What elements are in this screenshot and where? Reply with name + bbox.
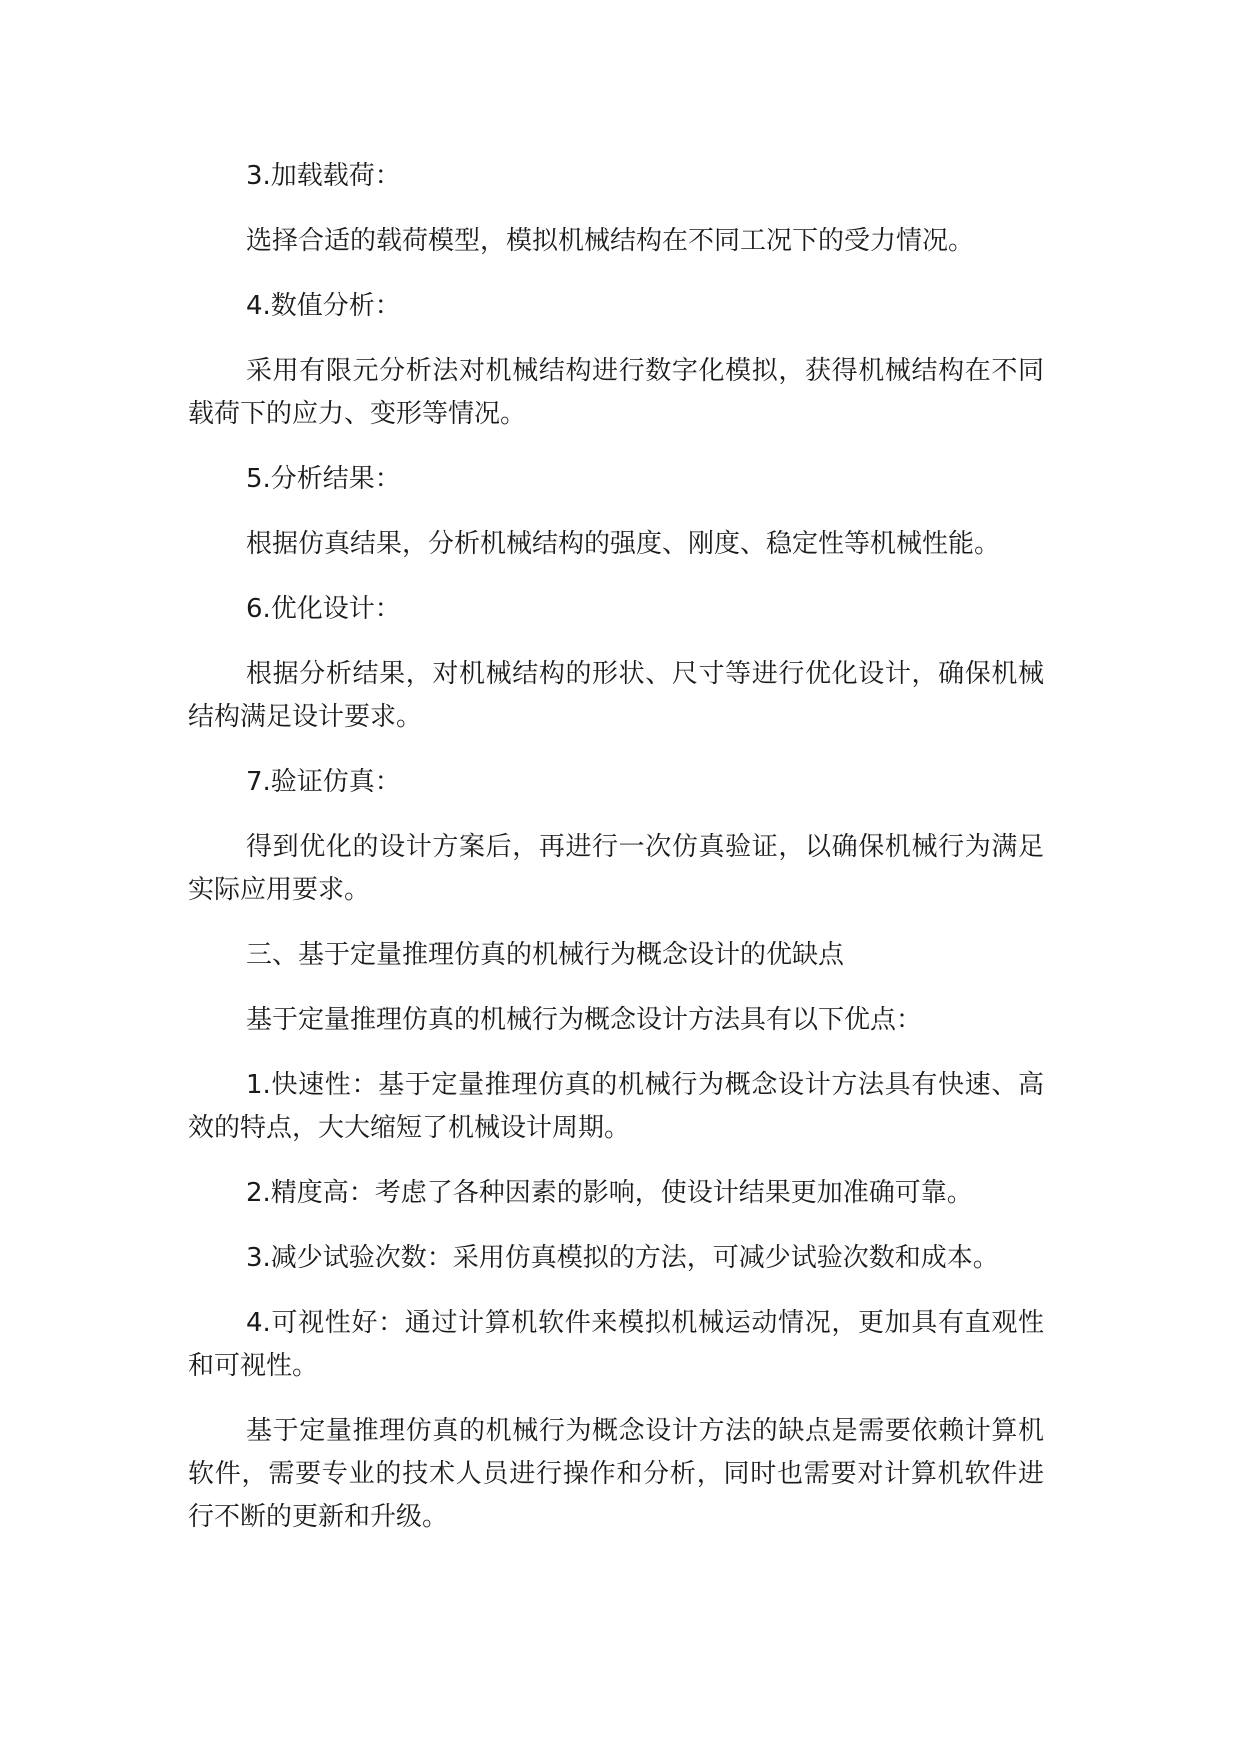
advantage-visualization: 4.可视性好：通过计算机软件来模拟机械运动情况，更加具有直观性和可视性。 (188, 1308, 1044, 1381)
step-heading-verification: 7.验证仿真： (246, 767, 401, 797)
paragraph-disadvantages: 基于定量推理仿真的机械行为概念设计方法的缺点是需要依赖计算机软件，需要专业的技术人员进行操作和分析，同时也需要对计算机软件进行不断的更新和升级。 (188, 1416, 1044, 1532)
paragraph-results: 根据仿真结果，分析机械结构的强度、刚度、稳定性等机械性能。 (246, 529, 1001, 559)
paragraph-verification: 得到优化的设计方案后，再进行一次仿真验证，以确保机械行为满足实际应用要求。 (188, 832, 1044, 905)
paragraph-optimization: 根据分析结果，对机械结构的形状、尺寸等进行优化设计，确保机械结构满足设计要求。 (188, 659, 1044, 732)
step-heading-numerical-analysis: 4.数值分析： (246, 291, 401, 321)
paragraph-advantages-intro: 基于定量推理仿真的机械行为概念设计方法具有以下优点： (246, 1005, 923, 1035)
advantage-precision: 2.精度高：考虑了各种因素的影响，使设计结果更加准确可靠。 (246, 1178, 973, 1208)
document-body (188, 155, 1044, 1561)
advantage-speed: 1.快速性：基于定量推理仿真的机械行为概念设计方法具有快速、高效的特点，大大缩短了机械设计周期。 (188, 1070, 1044, 1143)
paragraph-load: 选择合适的载荷模型，模拟机械结构在不同工况下的受力情况。 (246, 226, 975, 256)
step-heading-load: 3.加载载荷： (246, 161, 401, 191)
advantage-fewer-tests: 3.减少试验次数：采用仿真模拟的方法，可减少试验次数和成本。 (246, 1243, 999, 1273)
section-heading-pros-cons: 三、基于定量推理仿真的机械行为概念设计的优缺点 (246, 940, 845, 970)
step-heading-results: 5.分析结果： (246, 464, 401, 494)
step-heading-optimization: 6.优化设计： (246, 594, 401, 624)
paragraph-numerical-analysis: 采用有限元分析法对机械结构进行数字化模拟，获得机械结构在不同载荷下的应力、变形等情况。 (188, 356, 1044, 429)
